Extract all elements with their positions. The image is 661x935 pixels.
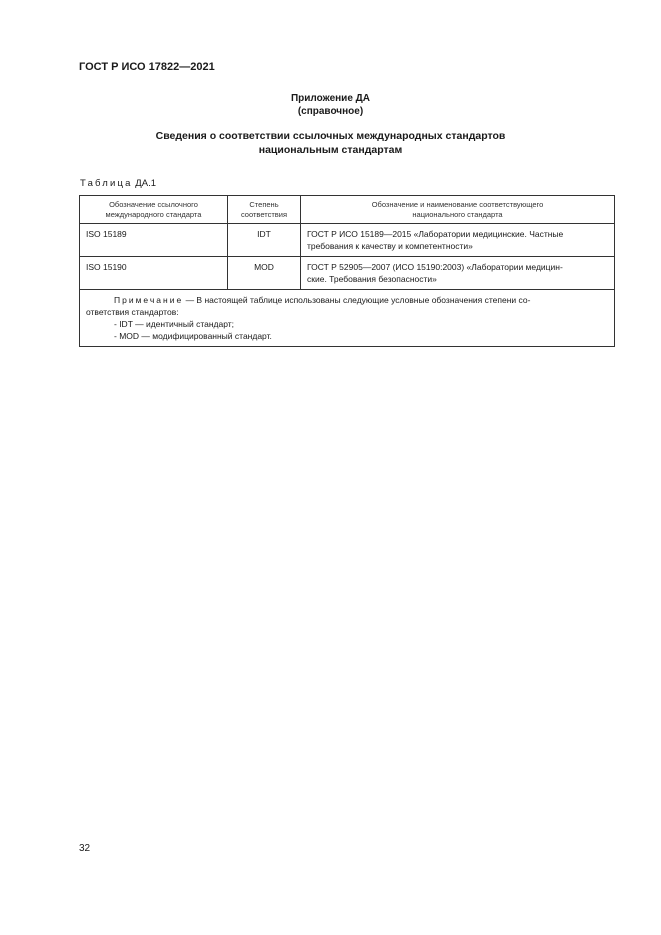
cell-degree: IDT [228, 224, 301, 257]
table-row [80, 257, 615, 290]
note-paragraph [86, 294, 608, 306]
column-header-degree [228, 196, 301, 224]
document-code: ГОСТ Р ИСО 17822—2021 [79, 61, 215, 73]
table-note-row [80, 290, 615, 347]
column-header-line: национального стандарта [412, 209, 503, 219]
note-list-item: - IDT — идентичный стандарт; [114, 319, 235, 329]
table-caption-word: Таблица [80, 178, 133, 189]
table-header-row [80, 196, 615, 224]
note-text-continued: ответствия стандартов: [86, 307, 179, 317]
column-header-line: Обозначение ссылочного [109, 199, 198, 209]
cell-national-line: ские. Требования безопасности» [307, 274, 437, 284]
cell-national-line: требования к качеству и компетентности» [307, 241, 473, 251]
note-text: — В настоящей таблице использованы следующие условные обозначения степени со- [183, 295, 531, 305]
column-header-line: соответствия [240, 209, 288, 219]
annex-heading [0, 92, 661, 118]
annex-title: Приложение ДА [290, 93, 371, 104]
table-row [80, 224, 615, 257]
note-label: Примечание [114, 295, 184, 305]
section-title [0, 129, 661, 157]
correspondence-table [79, 195, 615, 347]
section-title-line-1: Сведения о соответствии ссылочных международных стандартов [155, 130, 506, 142]
table-note [80, 290, 615, 347]
column-header-reference [80, 196, 228, 224]
annex-subtitle: (справочное) [297, 106, 364, 117]
column-header-line: международного стандарта [105, 209, 202, 219]
column-header-line: Обозначение и наименование соответствующего [371, 199, 544, 209]
table-caption [80, 178, 156, 189]
cell-degree: MOD [228, 257, 301, 290]
note-list-item: - MOD — модифицированный стандарт. [114, 331, 272, 341]
cell-national-line: ГОСТ Р ИСО 15189—2015 «Лаборатории медицинские. Частные [307, 229, 564, 239]
column-header-national [301, 196, 615, 224]
cell-national [301, 224, 615, 257]
page-number: 32 [79, 843, 91, 854]
section-title-line-2: национальным стандартам [258, 144, 403, 156]
cell-reference: ISO 15190 [80, 257, 228, 290]
cell-reference: ISO 15189 [80, 224, 228, 257]
cell-national-line: ГОСТ Р 52905—2007 (ИСО 15190:2003) «Лаборатории медицин- [307, 262, 563, 272]
column-header-line: Степень [249, 199, 279, 209]
table-caption-number: ДА.1 [135, 178, 156, 189]
cell-national [301, 257, 615, 290]
